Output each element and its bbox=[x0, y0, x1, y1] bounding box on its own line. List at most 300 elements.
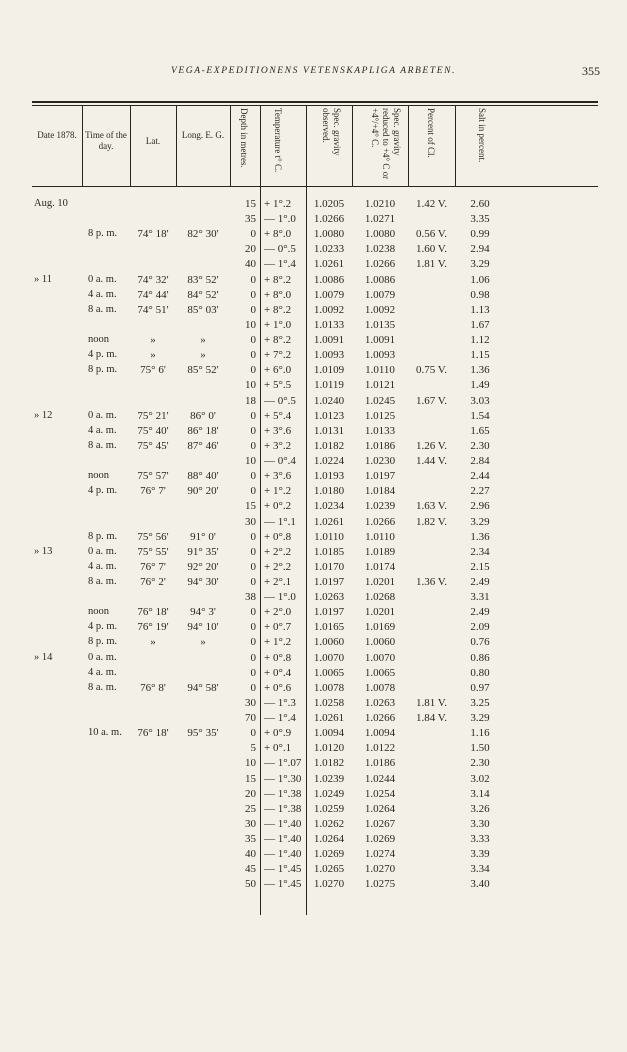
cell-spec-observed: 1.0261 bbox=[313, 712, 345, 725]
cell-longitude: 94° 10' bbox=[187, 621, 219, 634]
cell-depth: 18 bbox=[245, 394, 256, 407]
cell-spec-observed: 1.0265 bbox=[313, 863, 345, 876]
cell-latitude: 75° 56' bbox=[137, 530, 169, 543]
cell-salt: 1.16 bbox=[470, 727, 490, 740]
cell-depth: 40 bbox=[245, 848, 256, 861]
cell-spec-reduced: 1.0201 bbox=[364, 606, 396, 619]
table-top-rule-thin bbox=[32, 105, 598, 106]
cell-spec-reduced: 1.0079 bbox=[364, 288, 396, 301]
cell-spec-reduced: 1.0174 bbox=[364, 560, 396, 573]
cell-percent-cl: 1.44 V. bbox=[415, 455, 448, 468]
cell-temperature: — 1°.07 bbox=[264, 757, 302, 770]
cell-temperature: — 0°.4 bbox=[264, 455, 296, 468]
cell-latitude: 75° 6' bbox=[140, 364, 166, 377]
cell-latitude: 76° 19' bbox=[137, 621, 169, 634]
cell-spec-reduced: 1.0070 bbox=[364, 651, 396, 664]
cell-longitude: » bbox=[200, 334, 206, 347]
cell-spec-observed: 1.0263 bbox=[313, 591, 345, 604]
cell-salt: 0.99 bbox=[470, 228, 490, 241]
cell-spec-reduced: 1.0093 bbox=[364, 349, 396, 362]
cell-depth: 10 bbox=[245, 757, 256, 770]
cell-salt: 3.14 bbox=[470, 787, 490, 800]
cell-spec-reduced: 1.0267 bbox=[364, 817, 396, 830]
cell-time: 4 p. m. bbox=[88, 485, 118, 497]
cell-spec-observed: 1.0205 bbox=[313, 198, 345, 210]
page-header bbox=[0, 66, 627, 80]
cell-longitude: 84° 52' bbox=[187, 288, 219, 301]
cell-temperature: + 0°.8 bbox=[264, 530, 292, 543]
cell-time: noon bbox=[88, 606, 109, 618]
cell-salt: 0.80 bbox=[470, 666, 490, 679]
cell-depth: 0 bbox=[250, 288, 256, 301]
cell-depth: 0 bbox=[250, 349, 256, 362]
cell-salt: 1.36 bbox=[470, 364, 490, 377]
cell-temperature: + 3°.6 bbox=[264, 470, 292, 483]
cell-salt: 3.33 bbox=[470, 833, 490, 846]
cell-date: » 13 bbox=[34, 545, 53, 557]
cell-spec-observed: 1.0197 bbox=[313, 576, 345, 588]
cell-depth: 0 bbox=[250, 545, 256, 558]
cell-salt: 3.29 bbox=[470, 712, 490, 725]
cell-time: 10 a. m. bbox=[88, 727, 122, 739]
cell-longitude: 88° 40' bbox=[187, 470, 219, 483]
cell-depth: 0 bbox=[250, 273, 256, 286]
cell-depth: 0 bbox=[250, 364, 256, 377]
cell-percent-cl: 1.26 V. bbox=[415, 439, 448, 452]
cell-latitude: 76° 2' bbox=[140, 576, 166, 588]
cell-spec-reduced: 1.0065 bbox=[364, 666, 396, 679]
cell-temperature: + 3°.6 bbox=[264, 424, 292, 437]
column-header-time: Time of the day. bbox=[85, 130, 127, 151]
cell-time: 8 a. m. bbox=[88, 439, 117, 451]
cell-spec-reduced: 1.0060 bbox=[364, 636, 396, 649]
cell-salt: 2.34 bbox=[470, 545, 490, 558]
cell-latitude: 75° 21' bbox=[137, 409, 169, 422]
cell-temperature: — 1°.0 bbox=[264, 213, 296, 226]
cell-longitude: 85° 03' bbox=[187, 303, 219, 316]
cell-depth: 25 bbox=[245, 802, 256, 815]
cell-temperature: — 1°.3 bbox=[264, 696, 296, 709]
cell-temperature: + 0°.1 bbox=[264, 742, 292, 755]
cell-spec-observed: 1.0092 bbox=[313, 303, 345, 316]
cell-longitude: 86° 18' bbox=[187, 424, 219, 437]
cell-salt: 3.29 bbox=[470, 515, 490, 528]
column-divider bbox=[352, 105, 353, 186]
cell-percent-cl: 0.56 V. bbox=[415, 228, 448, 241]
cell-longitude: » bbox=[200, 636, 206, 649]
cell-depth: 0 bbox=[250, 439, 256, 452]
cell-salt: 2.30 bbox=[470, 757, 490, 770]
cell-salt: 2.44 bbox=[470, 470, 490, 483]
cell-temperature: — 1°.4 bbox=[264, 258, 296, 271]
cell-spec-reduced: 1.0135 bbox=[364, 318, 396, 331]
cell-time: noon bbox=[88, 470, 109, 482]
cell-latitude: 75° 40' bbox=[137, 424, 169, 437]
cell-spec-observed: 1.0109 bbox=[313, 364, 345, 377]
cell-spec-observed: 1.0080 bbox=[313, 228, 345, 241]
cell-time: 0 a. m. bbox=[88, 409, 117, 421]
cell-temperature: + 8°.2 bbox=[264, 273, 292, 286]
cell-temperature: — 1°.40 bbox=[264, 817, 302, 830]
cell-depth: 0 bbox=[250, 621, 256, 634]
cell-time: 4 p. m. bbox=[88, 349, 118, 361]
cell-latitude: » bbox=[150, 349, 156, 362]
cell-depth: 10 bbox=[245, 455, 256, 468]
column-header-salt: Salt in percent. bbox=[477, 108, 487, 163]
cell-depth: 0 bbox=[250, 485, 256, 498]
cell-depth: 30 bbox=[245, 817, 256, 830]
cell-temperature: + 1°.2 bbox=[264, 198, 292, 210]
cell-spec-reduced: 1.0121 bbox=[364, 379, 396, 392]
cell-salt: 3.35 bbox=[470, 213, 490, 226]
cell-time: 4 a. m. bbox=[88, 288, 117, 300]
table-header-rule bbox=[32, 186, 598, 187]
cell-salt: 0.76 bbox=[470, 636, 490, 649]
cell-salt: 2.15 bbox=[470, 560, 490, 573]
cell-time: 8 a. m. bbox=[88, 303, 117, 315]
cell-time: 8 a. m. bbox=[88, 576, 117, 587]
cell-longitude: 87° 46' bbox=[187, 439, 219, 452]
cell-salt: 2.84 bbox=[470, 455, 490, 468]
cell-spec-reduced: 1.0110 bbox=[365, 364, 395, 377]
cell-temperature: — 1°.40 bbox=[264, 848, 302, 861]
cell-time: 0 a. m. bbox=[88, 545, 117, 557]
cell-depth: 0 bbox=[250, 651, 256, 664]
column-header-spec-reduced: Spec. gravity reduced to +4° C or +4°/+4° C. bbox=[370, 108, 402, 180]
cell-spec-reduced: 1.0245 bbox=[364, 394, 396, 407]
cell-temperature: — 1°.1 bbox=[264, 515, 296, 528]
cell-spec-observed: 1.0078 bbox=[313, 681, 345, 694]
cell-spec-reduced: 1.0268 bbox=[364, 591, 396, 604]
cell-temperature: + 0°.8 bbox=[264, 651, 292, 664]
cell-spec-reduced: 1.0271 bbox=[364, 213, 396, 226]
cell-latitude: 76° 8' bbox=[140, 681, 166, 694]
cell-longitude: 86° 0' bbox=[190, 409, 216, 422]
cell-spec-observed: 1.0262 bbox=[313, 817, 345, 830]
cell-spec-observed: 1.0123 bbox=[313, 409, 345, 422]
cell-salt: 1.06 bbox=[470, 273, 490, 286]
cell-longitude: 94° 58' bbox=[187, 681, 219, 694]
cell-spec-reduced: 1.0266 bbox=[364, 258, 396, 271]
cell-temperature: + 2°.2 bbox=[264, 560, 292, 573]
cell-depth: 35 bbox=[245, 833, 256, 846]
cell-salt: 2.94 bbox=[470, 243, 490, 256]
cell-spec-observed: 1.0180 bbox=[313, 485, 345, 498]
cell-salt: 2.30 bbox=[470, 439, 490, 452]
cell-time: noon bbox=[88, 334, 109, 346]
cell-spec-observed: 1.0269 bbox=[313, 848, 345, 861]
cell-latitude: » bbox=[150, 636, 156, 649]
cell-longitude: 91° 35' bbox=[187, 545, 219, 558]
cell-depth: 0 bbox=[250, 560, 256, 573]
cell-temperature: — 1°.0 bbox=[264, 591, 296, 604]
cell-salt: 0.86 bbox=[470, 651, 490, 664]
cell-depth: 0 bbox=[250, 530, 256, 543]
column-divider bbox=[455, 105, 456, 186]
cell-temperature: + 8°.2 bbox=[264, 303, 292, 316]
cell-spec-reduced: 1.0078 bbox=[364, 681, 396, 694]
cell-depth: 0 bbox=[250, 727, 256, 740]
cell-spec-observed: 1.0182 bbox=[313, 439, 345, 452]
column-divider bbox=[408, 105, 409, 186]
cell-spec-reduced: 1.0086 bbox=[364, 273, 396, 286]
cell-temperature: + 8°.0 bbox=[264, 228, 292, 241]
cell-longitude: 85° 52' bbox=[187, 364, 219, 377]
cell-salt: 3.30 bbox=[470, 817, 490, 830]
cell-temperature: + 1°.2 bbox=[264, 636, 292, 649]
cell-spec-reduced: 1.0266 bbox=[364, 515, 396, 528]
cell-latitude: 76° 7' bbox=[140, 485, 166, 498]
cell-depth: 0 bbox=[250, 424, 256, 437]
cell-spec-reduced: 1.0239 bbox=[364, 500, 396, 513]
cell-latitude: 76° 7' bbox=[140, 560, 166, 573]
cell-spec-observed: 1.0120 bbox=[313, 742, 345, 755]
cell-salt: 1.67 bbox=[470, 318, 490, 331]
cell-salt: 1.13 bbox=[470, 303, 490, 316]
cell-percent-cl: 1.42 V. bbox=[415, 198, 448, 210]
cell-latitude: » bbox=[150, 334, 156, 347]
cell-latitude: 75° 57' bbox=[137, 470, 169, 483]
cell-depth: 0 bbox=[250, 303, 256, 316]
cell-temperature: — 1°.38 bbox=[264, 802, 302, 815]
cell-longitude: 92° 20' bbox=[187, 560, 219, 573]
cell-temperature: — 1°.40 bbox=[264, 833, 302, 846]
cell-salt: 2.27 bbox=[470, 485, 490, 498]
cell-latitude: 74° 44' bbox=[137, 288, 169, 301]
cell-spec-reduced: 1.0186 bbox=[364, 439, 396, 452]
cell-salt: 3.31 bbox=[470, 591, 490, 604]
cell-spec-observed: 1.0224 bbox=[313, 455, 345, 468]
cell-temperature: — 1°.45 bbox=[264, 863, 302, 876]
cell-time: 8 p. m. bbox=[88, 228, 118, 240]
cell-depth: 0 bbox=[250, 606, 256, 619]
cell-salt: 3.34 bbox=[470, 863, 490, 876]
column-header-depth: Depth in metres. bbox=[239, 108, 249, 168]
cell-salt: 2.49 bbox=[470, 576, 490, 588]
cell-spec-observed: 1.0264 bbox=[313, 833, 345, 846]
cell-spec-observed: 1.0060 bbox=[313, 636, 345, 649]
cell-spec-observed: 1.0266 bbox=[313, 213, 345, 226]
cell-depth: 50 bbox=[245, 878, 256, 891]
cell-spec-observed: 1.0086 bbox=[313, 273, 345, 286]
column-header-long: Long. E. G. bbox=[181, 130, 225, 140]
cell-depth: 0 bbox=[250, 666, 256, 679]
cell-spec-observed: 1.0270 bbox=[313, 878, 345, 891]
cell-salt: 0.97 bbox=[470, 681, 490, 694]
cell-longitude: 95° 35' bbox=[187, 727, 219, 740]
cell-percent-cl: 1.81 V. bbox=[415, 696, 448, 709]
cell-depth: 0 bbox=[250, 636, 256, 649]
cell-salt: 1.36 bbox=[470, 530, 490, 543]
cell-salt: 3.29 bbox=[470, 258, 490, 271]
cell-salt: 0.98 bbox=[470, 288, 490, 301]
cell-spec-observed: 1.0239 bbox=[313, 772, 345, 785]
cell-depth: 0 bbox=[250, 470, 256, 483]
column-header-percent-cl: Percent of Cl. bbox=[426, 108, 436, 158]
cell-longitude: 90° 20' bbox=[187, 485, 219, 498]
cell-depth: 5 bbox=[250, 742, 256, 755]
cell-spec-observed: 1.0131 bbox=[313, 424, 345, 437]
cell-percent-cl: 1.60 V. bbox=[415, 243, 448, 256]
cell-percent-cl: 1.67 V. bbox=[415, 394, 448, 407]
cell-time: 0 a. m. bbox=[88, 273, 117, 285]
cell-longitude: 82° 30' bbox=[187, 228, 219, 241]
cell-depth: 35 bbox=[245, 213, 256, 226]
cell-salt: 3.25 bbox=[470, 696, 490, 709]
cell-spec-reduced: 1.0094 bbox=[364, 727, 396, 740]
cell-depth: 38 bbox=[245, 591, 256, 604]
cell-longitude: » bbox=[200, 349, 206, 362]
cell-temperature: + 0°.9 bbox=[264, 727, 292, 740]
cell-time: 4 p. m. bbox=[88, 621, 118, 633]
column-divider bbox=[230, 105, 231, 186]
cell-spec-reduced: 1.0270 bbox=[364, 863, 396, 876]
cell-spec-observed: 1.0240 bbox=[313, 394, 345, 407]
cell-spec-reduced: 1.0230 bbox=[364, 455, 396, 468]
cell-salt: 1.12 bbox=[470, 334, 490, 347]
cell-date: » 12 bbox=[34, 409, 53, 421]
cell-temperature: + 0°.4 bbox=[264, 666, 292, 679]
cell-depth: 15 bbox=[245, 500, 256, 513]
column-divider bbox=[260, 105, 261, 915]
cell-spec-reduced: 1.0169 bbox=[364, 621, 396, 634]
cell-depth: 20 bbox=[245, 243, 256, 256]
cell-spec-reduced: 1.0266 bbox=[364, 712, 396, 725]
cell-spec-observed: 1.0185 bbox=[313, 545, 345, 558]
cell-temperature: + 8°.0 bbox=[264, 288, 292, 301]
cell-depth: 45 bbox=[245, 863, 256, 876]
cell-spec-observed: 1.0197 bbox=[313, 606, 345, 619]
cell-spec-reduced: 1.0275 bbox=[364, 878, 396, 891]
cell-spec-reduced: 1.0263 bbox=[364, 696, 396, 709]
cell-latitude: 74° 51' bbox=[137, 303, 169, 316]
cell-spec-reduced: 1.0091 bbox=[364, 334, 396, 347]
cell-percent-cl: 1.84 V. bbox=[415, 712, 448, 725]
cell-spec-observed: 1.0079 bbox=[313, 288, 345, 301]
cell-percent-cl: 1.36 V. bbox=[415, 576, 448, 588]
cell-spec-observed: 1.0233 bbox=[313, 243, 345, 256]
cell-spec-observed: 1.0261 bbox=[313, 258, 345, 271]
cell-latitude: 75° 45' bbox=[137, 439, 169, 452]
cell-temperature: + 6°.0 bbox=[264, 364, 292, 377]
cell-spec-reduced: 1.0092 bbox=[364, 303, 396, 316]
cell-depth: 15 bbox=[245, 198, 256, 210]
cell-depth: 10 bbox=[245, 318, 256, 331]
cell-longitude: 94° 30' bbox=[187, 576, 219, 588]
cell-time: 8 p. m. bbox=[88, 636, 118, 648]
cell-spec-observed: 1.0119 bbox=[314, 379, 344, 392]
cell-depth: 0 bbox=[250, 334, 256, 347]
cell-spec-reduced: 1.0080 bbox=[364, 228, 396, 241]
cell-spec-reduced: 1.0244 bbox=[364, 772, 396, 785]
cell-temperature: — 1°.30 bbox=[264, 772, 302, 785]
cell-spec-observed: 1.0070 bbox=[313, 651, 345, 664]
cell-salt: 3.26 bbox=[470, 802, 490, 815]
cell-percent-cl: 1.81 V. bbox=[415, 258, 448, 271]
cell-salt: 1.54 bbox=[470, 409, 490, 422]
cell-depth: 0 bbox=[250, 576, 256, 588]
cell-spec-reduced: 1.0274 bbox=[364, 848, 396, 861]
cell-temperature: + 2°.0 bbox=[264, 606, 292, 619]
cell-temperature: + 0°.2 bbox=[264, 500, 292, 513]
cell-depth: 30 bbox=[245, 696, 256, 709]
cell-longitude: 83° 52' bbox=[187, 273, 219, 286]
cell-salt: 2.60 bbox=[470, 198, 490, 210]
cell-time: 4 a. m. bbox=[88, 424, 117, 436]
cell-time: 8 p. m. bbox=[88, 364, 118, 376]
cell-latitude: 75° 55' bbox=[137, 545, 169, 558]
cell-salt: 3.02 bbox=[470, 772, 490, 785]
cell-spec-observed: 1.0133 bbox=[313, 318, 345, 331]
cell-depth: 10 bbox=[245, 379, 256, 392]
cell-spec-observed: 1.0258 bbox=[313, 696, 345, 709]
cell-salt: 1.65 bbox=[470, 424, 490, 437]
cell-depth: 15 bbox=[245, 772, 256, 785]
cell-spec-observed: 1.0234 bbox=[313, 500, 345, 513]
cell-spec-reduced: 1.0254 bbox=[364, 787, 396, 800]
cell-spec-reduced: 1.0189 bbox=[364, 545, 396, 558]
cell-spec-reduced: 1.0201 bbox=[364, 576, 396, 588]
cell-time: 0 a. m. bbox=[88, 651, 117, 663]
cell-temperature: — 1°.45 bbox=[264, 878, 302, 891]
cell-temperature: + 8°.2 bbox=[264, 334, 292, 347]
cell-salt: 3.40 bbox=[470, 878, 490, 891]
cell-spec-observed: 1.0110 bbox=[314, 530, 344, 543]
cell-temperature: + 2°.1 bbox=[264, 576, 292, 588]
cell-spec-reduced: 1.0197 bbox=[364, 470, 396, 483]
cell-salt: 1.50 bbox=[470, 742, 490, 755]
cell-salt: 2.09 bbox=[470, 621, 490, 634]
cell-salt: 2.96 bbox=[470, 500, 490, 513]
cell-latitude: 76° 18' bbox=[137, 606, 169, 619]
cell-latitude: 74° 18' bbox=[137, 228, 169, 241]
cell-temperature: + 7°.2 bbox=[264, 349, 292, 362]
column-header-spec-observed: Spec. gravity observed. bbox=[321, 108, 342, 156]
column-header-lat: Lat. bbox=[145, 136, 161, 146]
cell-spec-observed: 1.0093 bbox=[313, 349, 345, 362]
cell-percent-cl: 1.82 V. bbox=[415, 515, 448, 528]
cell-depth: 0 bbox=[250, 228, 256, 241]
cell-latitude: 76° 18' bbox=[137, 727, 169, 740]
cell-spec-reduced: 1.0122 bbox=[364, 742, 396, 755]
cell-longitude: 91° 0' bbox=[190, 530, 216, 543]
cell-spec-reduced: 1.0269 bbox=[364, 833, 396, 846]
cell-date: Aug. 10 bbox=[34, 198, 68, 209]
cell-time: 4 a. m. bbox=[88, 560, 117, 572]
cell-spec-observed: 1.0091 bbox=[313, 334, 345, 347]
cell-salt: 1.49 bbox=[470, 379, 490, 392]
cell-spec-reduced: 1.0238 bbox=[364, 243, 396, 256]
cell-temperature: + 5°.4 bbox=[264, 409, 292, 422]
cell-spec-reduced: 1.0184 bbox=[364, 485, 396, 498]
cell-spec-observed: 1.0094 bbox=[313, 727, 345, 740]
cell-temperature: + 0°.7 bbox=[264, 621, 292, 634]
cell-time: 4 a. m. bbox=[88, 666, 117, 678]
cell-date: » 11 bbox=[34, 273, 52, 285]
cell-temperature: + 2°.2 bbox=[264, 545, 292, 558]
cell-spec-reduced: 1.0264 bbox=[364, 802, 396, 815]
column-header-date: Date 1878. bbox=[37, 130, 77, 140]
page-number: 355 bbox=[582, 64, 600, 78]
cell-spec-observed: 1.0065 bbox=[313, 666, 345, 679]
column-header-temperature: Temperature t° C. bbox=[273, 108, 283, 173]
cell-temperature: + 1°.2 bbox=[264, 485, 292, 498]
cell-temperature: + 0°.6 bbox=[264, 681, 292, 694]
cell-spec-observed: 1.0249 bbox=[313, 787, 345, 800]
cell-spec-observed: 1.0170 bbox=[313, 560, 345, 573]
cell-spec-reduced: 1.0133 bbox=[364, 424, 396, 437]
cell-depth: 0 bbox=[250, 681, 256, 694]
